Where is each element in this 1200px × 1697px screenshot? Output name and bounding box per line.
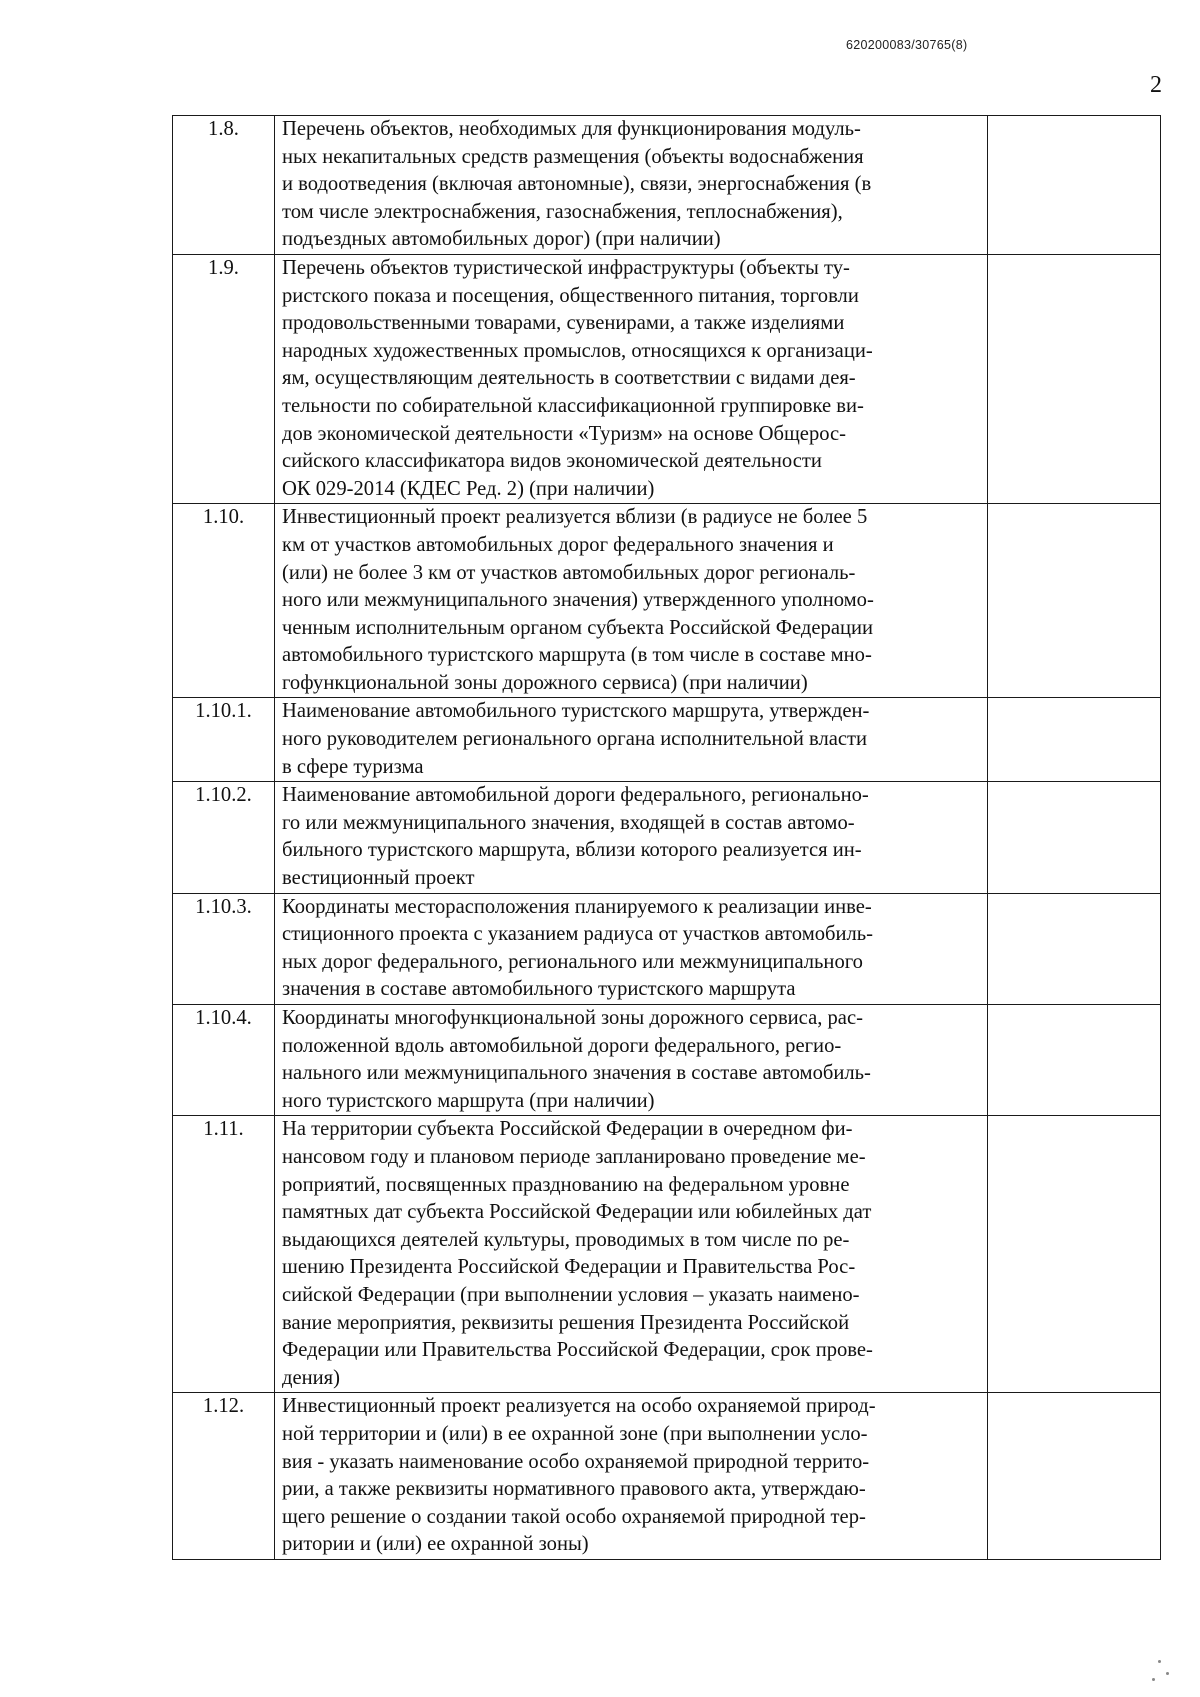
description-line: Наименование автомобильной дороги федерального, регионально- (282, 784, 869, 807)
item-description (275, 1005, 988, 1116)
description-line: (или) не более 3 км от участков автомобильных дорог региональ- (282, 561, 856, 584)
table-row (173, 1116, 1161, 1393)
description-line: нального или межмуниципального значения в составе автомобиль- (282, 1062, 871, 1085)
description-line: положенной вдоль автомобильной дороги федерального, регио- (282, 1034, 842, 1057)
item-number: 1.10.2. (173, 782, 275, 893)
description-line: Перечень объектов туристической инфраструктуры (объекты ту- (282, 256, 850, 279)
description-line: км от участков автомобильных дорог федерального значения и (282, 533, 834, 556)
item-value-cell[interactable] (988, 254, 1161, 503)
description-line: том числе электроснабжения, газоснабжения, теплоснабжения), (282, 200, 843, 223)
description-line: ям, осуществляющим деятельность в соответствии с видами дея- (282, 367, 856, 390)
table-row (173, 893, 1161, 1004)
scan-speck (1166, 1672, 1169, 1675)
description-line: подъездных автомобильных дорог) (при наличии) (282, 228, 721, 251)
description-line: Инвестиционный проект реализуется на особо охраняемой природ- (282, 1395, 876, 1418)
description-line: ного туристского маршрута (при наличии) (282, 1089, 655, 1112)
item-number: 1.8. (173, 116, 275, 255)
description-line: вестиционный проект (282, 867, 475, 890)
description-line: значения в составе автомобильного туристского маршрута (282, 978, 796, 1001)
item-number: 1.12. (173, 1393, 275, 1560)
item-description (275, 1393, 988, 1560)
description-line: ного руководителем регионального органа исполнительной власти (282, 728, 868, 751)
criteria-table (172, 115, 1161, 1560)
description-line: дов экономической деятельности «Туризм» на основе Общерос- (282, 422, 847, 445)
table-row (173, 698, 1161, 782)
description-line: бильного туристского маршрута, вблизи которого реализуется ин- (282, 839, 862, 862)
description-line: Наименование автомобильного туристского маршрута, утвержден- (282, 700, 870, 723)
description-line: сийского классификатора видов экономической деятельности (282, 450, 822, 473)
description-line: выдающихся деятелей культуры, проводимых в том числе по ре- (282, 1228, 850, 1251)
description-line: автомобильного туристского маршрута (в том числе в составе мно- (282, 644, 872, 667)
description-line: вия - указать наименование особо охраняемой природной террито- (282, 1450, 870, 1473)
description-line: и водоотведения (включая автономные), связи, энергоснабжения (в (282, 173, 872, 196)
description-line: ной территории и (или) в ее охранной зоне (при выполнении усло- (282, 1422, 868, 1445)
description-line: Перечень объектов, необходимых для функционирования модуль- (282, 118, 861, 140)
description-line: рии, а также реквизиты нормативного правового акта, утверждаю- (282, 1478, 866, 1501)
table-row (173, 254, 1161, 503)
description-line: Координаты многофункциональной зоны дорожного сервиса, рас- (282, 1007, 863, 1029)
description-line: На территории субъекта Российской Федерации в очередном фи- (282, 1118, 853, 1141)
item-value-cell[interactable] (988, 893, 1161, 1004)
item-number: 1.10. (173, 504, 275, 698)
description-line: ОК 029-2014 (КДЕС Ред. 2) (при наличии) (282, 477, 655, 500)
description-line: дения) (282, 1366, 340, 1389)
description-line: нансовом году и плановом периоде запланировано проведение ме- (282, 1145, 866, 1168)
table-row (173, 116, 1161, 255)
table-body (173, 116, 1161, 1560)
item-number: 1.9. (173, 254, 275, 503)
page-number: 2 (1150, 72, 1162, 98)
item-number: 1.10.3. (173, 893, 275, 1004)
scan-speck (1152, 1678, 1155, 1681)
description-line: Федерации или Правительства Российской Федерации, срок прове- (282, 1339, 873, 1362)
item-value-cell[interactable] (988, 1005, 1161, 1116)
description-line: щего решение о создании такой особо охраняемой природной тер- (282, 1505, 866, 1528)
table-row (173, 782, 1161, 893)
item-description (275, 782, 988, 893)
description-line: Координаты месторасположения планируемого к реализации инве- (282, 895, 872, 918)
description-line: вание мероприятия, реквизиты решения Президента Российской (282, 1311, 850, 1334)
item-value-cell[interactable] (988, 782, 1161, 893)
item-value-cell[interactable] (988, 698, 1161, 782)
item-number: 1.10.4. (173, 1005, 275, 1116)
item-description (275, 504, 988, 698)
description-line: шению Президента Российской Федерации и Правительства Рос- (282, 1256, 856, 1279)
description-line: Инвестиционный проект реализуется вблизи (в радиусе не более 5 (282, 506, 868, 529)
description-line: ных дорог федерального, регионального или межмуниципального (282, 950, 863, 973)
item-value-cell[interactable] (988, 504, 1161, 698)
description-line: ного или межмуниципального значения) утвержденного уполномо- (282, 589, 874, 612)
description-line: ченным исполнительным органом субъекта Российской Федерации (282, 616, 874, 639)
item-number: 1.10.1. (173, 698, 275, 782)
description-line: гофункциональной зоны дорожного сервиса) (при наличии) (282, 671, 808, 694)
description-line: продовольственными товарами, сувенирами, а также изделиями (282, 312, 845, 335)
description-line: памятных дат субъекта Российской Федерации или юбилейных дат (282, 1201, 872, 1224)
item-description (275, 1116, 988, 1393)
description-line: ных некапитальных средств размещения (объекты водоснабжения (282, 145, 864, 168)
item-number: 1.11. (173, 1116, 275, 1393)
scan-speck (1158, 1660, 1161, 1663)
item-value-cell[interactable] (988, 116, 1161, 255)
item-value-cell[interactable] (988, 1393, 1161, 1560)
item-value-cell[interactable] (988, 1116, 1161, 1393)
description-line: го или межмуниципального значения, входящей в состав автомо- (282, 811, 855, 834)
description-line: сийской Федерации (при выполнении условия – указать наимено- (282, 1283, 860, 1306)
document-code: 620200083/30765(8) (846, 38, 968, 52)
description-line: ритории и (или) ее охранной зоны) (282, 1533, 589, 1556)
table-row (173, 1005, 1161, 1116)
item-description (275, 893, 988, 1004)
description-line: в сфере туризма (282, 755, 424, 778)
table-row (173, 1393, 1161, 1560)
description-line: народных художественных промыслов, относящихся к организаци- (282, 339, 873, 362)
table-row (173, 504, 1161, 698)
item-description (275, 698, 988, 782)
item-description (275, 116, 988, 255)
description-line: роприятий, посвященных празднованию на федеральном уровне (282, 1173, 850, 1196)
item-description (275, 254, 988, 503)
description-line: стиционного проекта с указанием радиуса от участков автомобиль- (282, 923, 874, 946)
description-line: тельности по собирательной классификационной группировке ви- (282, 394, 864, 417)
description-line: ристского показа и посещения, общественного питания, торговли (282, 284, 859, 307)
